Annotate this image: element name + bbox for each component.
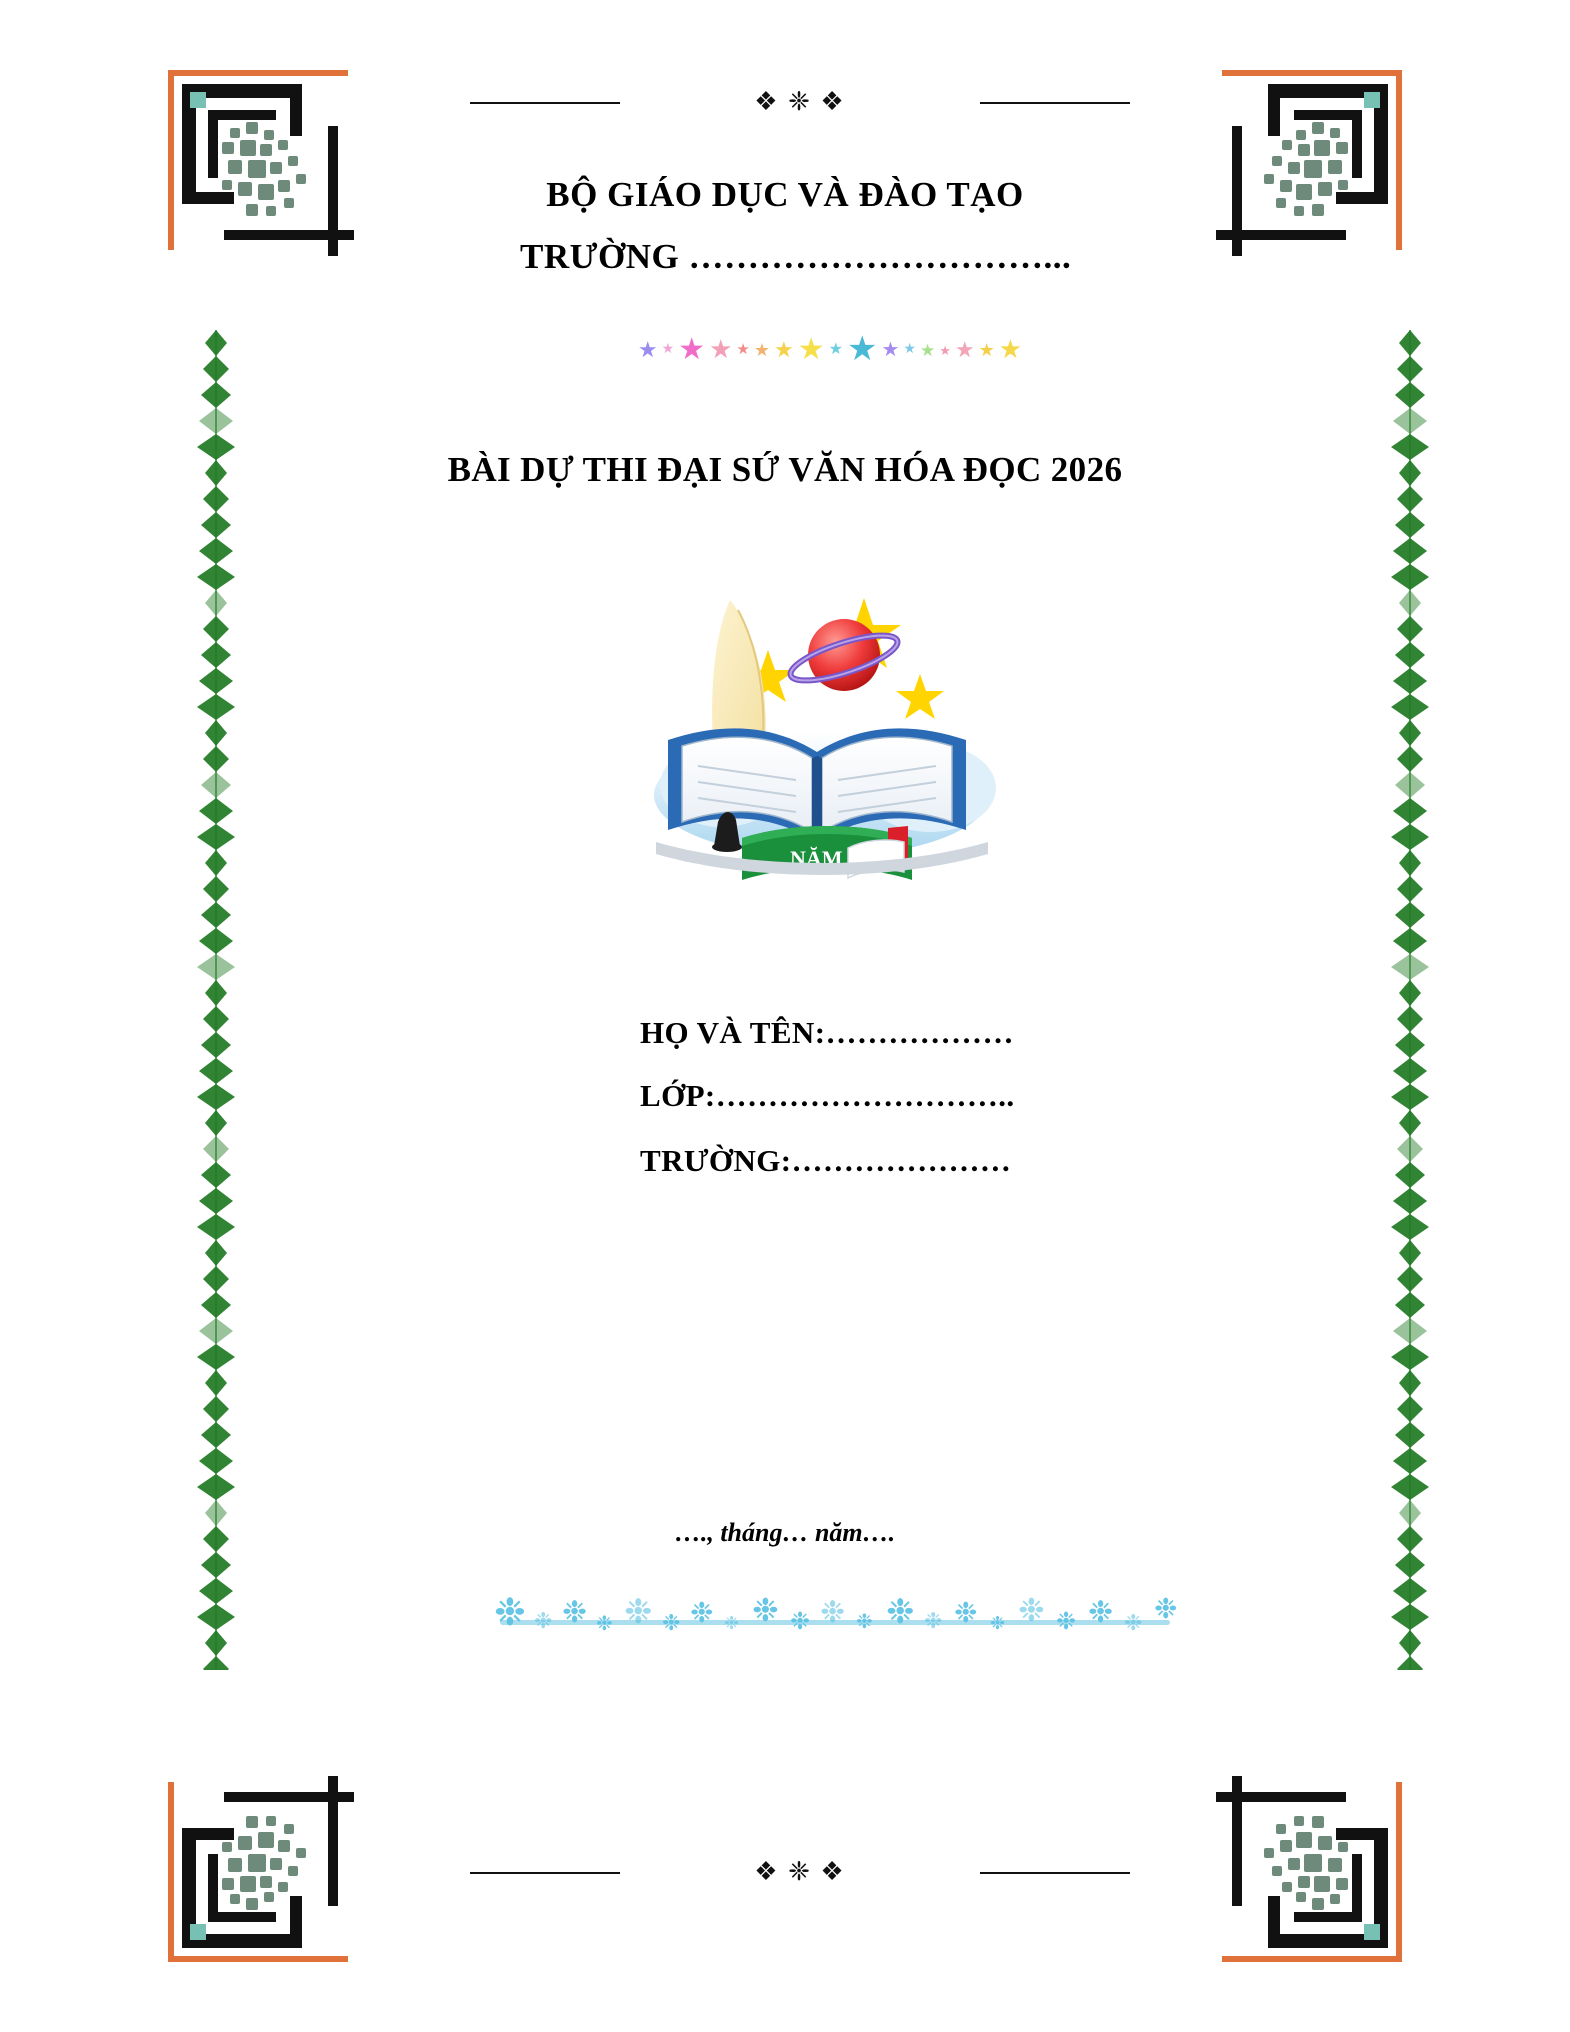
leaf-icon (1399, 1240, 1421, 1266)
leaf-icon (1391, 1604, 1429, 1630)
leaf-icon (197, 1084, 235, 1110)
snowflake-icon: ❉ (624, 1594, 653, 1631)
snowflake-icon: ❉ (690, 1598, 714, 1629)
corner-bar-4 (1294, 110, 1362, 120)
snowflake-icon: ❉ (954, 1598, 978, 1629)
star-icon: ★ (637, 337, 658, 362)
date-line: …., tháng… năm…. (674, 1518, 896, 1547)
leaf-icon (205, 1240, 227, 1266)
leaf-icon (1395, 512, 1425, 538)
star-icon: ★ (753, 340, 771, 360)
leaf-icon (197, 954, 235, 980)
leaf-icon (1395, 382, 1425, 408)
snowflake-icon: ❉ (662, 1610, 681, 1635)
leaf-icon (1391, 1344, 1429, 1370)
corner-bar-3 (1352, 110, 1362, 178)
corner-bar-4 (208, 110, 276, 120)
snowflake-icon: ❉ (886, 1594, 915, 1631)
leaf-icon (1395, 1552, 1425, 1578)
leaf-icon (1391, 1084, 1429, 1110)
leaf-icon (201, 1162, 231, 1188)
right-leaf-border (1390, 330, 1430, 1670)
corner-orange-vertical (1396, 70, 1402, 250)
leaf-icon (1399, 330, 1421, 356)
leaf-icon (197, 694, 235, 720)
snowflake-icon: ❉ (1056, 1609, 1077, 1635)
leaf-icon (205, 330, 227, 356)
star-icon: ★ (998, 335, 1023, 364)
snowflake-icon: ❉ (752, 1592, 779, 1628)
school-heading: TRƯỜNG …………………………... (520, 237, 1072, 276)
leaf-icon (201, 1552, 231, 1578)
leaf-icon (205, 850, 227, 876)
flourish-rule-right (980, 102, 1130, 104)
leaf-icon (205, 720, 227, 746)
snowflake-icon: ❉ (820, 1596, 846, 1629)
corner-ornament-bottom-left (168, 1772, 358, 1962)
leaf-icon (201, 642, 231, 668)
corner-orange-vertical (168, 1782, 174, 1962)
snowflake-icon: ❉ (494, 1592, 526, 1634)
leaf-icon (1391, 564, 1429, 590)
corner-orange-vertical (1396, 1782, 1402, 1962)
field-class[interactable]: LỚP:……………………….. (640, 1078, 1015, 1113)
corner-foliage (220, 1800, 330, 1910)
star-icon: ★ (774, 337, 794, 362)
leaf-icon (197, 1604, 235, 1630)
snowflake-icon: ❉ (1018, 1592, 1045, 1628)
leaf-icon (1397, 876, 1423, 902)
leaf-icon (201, 1422, 231, 1448)
snowflake-divider (490, 1580, 1180, 1660)
corner-foliage (1240, 1800, 1350, 1910)
leaf-icon (201, 1032, 231, 1058)
flourish-rule-right (980, 1872, 1130, 1874)
leaf-icon (199, 538, 233, 564)
leaf-icon (201, 1292, 231, 1318)
leaf-icon (1399, 1370, 1421, 1396)
flourish-glyphs: ❖ ❈ ❖ (754, 1857, 846, 1886)
leaf-icon (1393, 668, 1427, 694)
page-title: BÀI DỰ THI ĐẠI SỨ VĂN HÓA ĐỌC 2026 (447, 450, 1123, 489)
leaf-icon (1393, 1188, 1427, 1214)
star-icon: ★ (919, 340, 936, 360)
leaf-icon (199, 668, 233, 694)
corner-teal-square (1364, 1924, 1380, 1940)
snowflake-icon: ❉ (1088, 1596, 1114, 1629)
leaf-icon (1393, 538, 1427, 564)
emblem-book-label: NĂM (790, 846, 843, 871)
leaf-icon (205, 1110, 227, 1136)
star-icon: ★ (939, 342, 951, 358)
snowflake-icon: ❉ (1124, 1610, 1143, 1635)
leaf-icon (1399, 1110, 1421, 1136)
leaf-icon (201, 382, 231, 408)
flourish-glyphs: ❖ ❈ ❖ (754, 87, 846, 116)
snowflake-icon: ❉ (1154, 1594, 1178, 1625)
leaf-icon (1393, 1578, 1427, 1604)
leaf-icon (205, 590, 227, 616)
leaf-icon (1391, 1474, 1429, 1500)
corner-ornament-bottom-right (1212, 1772, 1402, 1962)
top-flourish-divider (470, 85, 1130, 119)
leaf-icon (205, 1370, 227, 1396)
leaf-icon (1395, 1162, 1425, 1188)
leaf-icon (1391, 824, 1429, 850)
corner-ornament-top-left (168, 70, 358, 260)
corner-teal-square (1364, 92, 1380, 108)
star-icon: ★ (661, 342, 675, 357)
leaf-icon (203, 1006, 229, 1032)
leaf-icon (1399, 850, 1421, 876)
corner-bar-3 (208, 110, 218, 178)
leaf-icon (1393, 928, 1427, 954)
leaf-icon (1395, 642, 1425, 668)
corner-bar-4 (1294, 1912, 1362, 1922)
leaf-icon (201, 902, 231, 928)
leaf-icon (1395, 1292, 1425, 1318)
leaf-icon (203, 1396, 229, 1422)
leaf-icon (1393, 1448, 1427, 1474)
leaf-icon (203, 356, 229, 382)
star-icon: ★ (881, 339, 900, 361)
leaf-icon (1395, 772, 1425, 798)
leaf-icon (1399, 1630, 1421, 1656)
leaf-icon (197, 1344, 235, 1370)
left-leaf-border (196, 330, 236, 1670)
star-icon: ★ (797, 333, 825, 366)
leaf-icon (199, 928, 233, 954)
leaf-icon (1397, 616, 1423, 642)
flourish-rule-left (470, 102, 620, 104)
leaf-icon (1393, 408, 1427, 434)
leaf-icon (203, 616, 229, 642)
leaf-icon (1391, 1214, 1429, 1240)
leaf-icon (199, 1188, 233, 1214)
corner-ornament-top-right (1212, 70, 1402, 260)
leaf-icon (199, 1448, 233, 1474)
flourish-rule-left (470, 1872, 620, 1874)
leaf-icon (199, 798, 233, 824)
star-icon: ★ (847, 331, 878, 368)
leaf-icon (199, 1058, 233, 1084)
leaf-icon (199, 1318, 233, 1344)
leaf-icon (201, 512, 231, 538)
snowflake-icon: ❉ (534, 1608, 553, 1633)
corner-orange-horizontal (168, 70, 348, 76)
snowflake-icon: ❉ (596, 1613, 613, 1635)
leaf-icon (1399, 590, 1421, 616)
leaf-icon (203, 1656, 229, 1670)
leaf-icon (1393, 1058, 1427, 1084)
leaf-icon (1391, 694, 1429, 720)
snowflake-icon: ❉ (562, 1596, 588, 1629)
leaf-icon (197, 564, 235, 590)
corner-orange-horizontal (168, 1956, 348, 1962)
star-icon: ★ (709, 335, 733, 364)
snowflake-icon: ❉ (924, 1608, 943, 1633)
snowflake-icon: ❉ (790, 1609, 811, 1635)
leaf-icon (1395, 902, 1425, 928)
corner-teal-square (190, 92, 206, 108)
star-icon: ★ (736, 341, 750, 358)
leaf-icon (1397, 356, 1423, 382)
corner-bar-4 (208, 1912, 276, 1922)
leaf-icon (199, 408, 233, 434)
leaf-icon (1393, 798, 1427, 824)
leaf-icon (203, 1266, 229, 1292)
leaf-icon (197, 1474, 235, 1500)
field-full-name[interactable]: HỌ VÀ TÊN:……………… (640, 1015, 1014, 1050)
leaf-icon (1395, 1422, 1425, 1448)
corner-teal-square (190, 1924, 206, 1940)
snowflake-icon: ❉ (990, 1613, 1006, 1633)
leaf-icon (1399, 720, 1421, 746)
leaf-icon (203, 876, 229, 902)
leaf-icon (1397, 1396, 1423, 1422)
leaf-icon (201, 772, 231, 798)
star-icon: ★ (978, 340, 995, 360)
corner-orange-horizontal (1222, 1956, 1402, 1962)
bottom-flourish-divider (470, 1855, 1130, 1889)
open-book-planet-emblem (612, 570, 1032, 900)
star-icon: ★ (828, 341, 843, 358)
field-school[interactable]: TRƯỜNG:………………… (640, 1143, 1012, 1178)
leaf-icon (205, 1630, 227, 1656)
leaf-icon (1395, 1032, 1425, 1058)
leaf-icon (203, 746, 229, 772)
star-icon: ★ (903, 342, 916, 357)
snowflake-icon: ❉ (856, 1611, 873, 1633)
leaf-icon (1393, 1318, 1427, 1344)
star-divider (520, 325, 1140, 375)
corner-orange-vertical (168, 70, 174, 250)
leaf-icon (1397, 746, 1423, 772)
ministry-heading: BỘ GIÁO DỤC VÀ ĐÀO TẠO (546, 175, 1024, 214)
star-icon: ★ (678, 333, 706, 366)
leaf-icon (1397, 1136, 1423, 1162)
leaf-icon (1391, 954, 1429, 980)
leaf-icon (203, 1136, 229, 1162)
leaf-icon (1399, 980, 1421, 1006)
star-icon: ★ (954, 337, 975, 362)
leaf-icon (1397, 1006, 1423, 1032)
leaf-icon (199, 1578, 233, 1604)
leaf-icon (197, 1214, 235, 1240)
leaf-icon (1397, 1656, 1423, 1670)
leaf-icon (1397, 1266, 1423, 1292)
leaf-icon (205, 980, 227, 1006)
snowflake-icon: ❉ (724, 1613, 740, 1633)
leaf-icon (197, 824, 235, 850)
corner-orange-horizontal (1222, 70, 1402, 76)
